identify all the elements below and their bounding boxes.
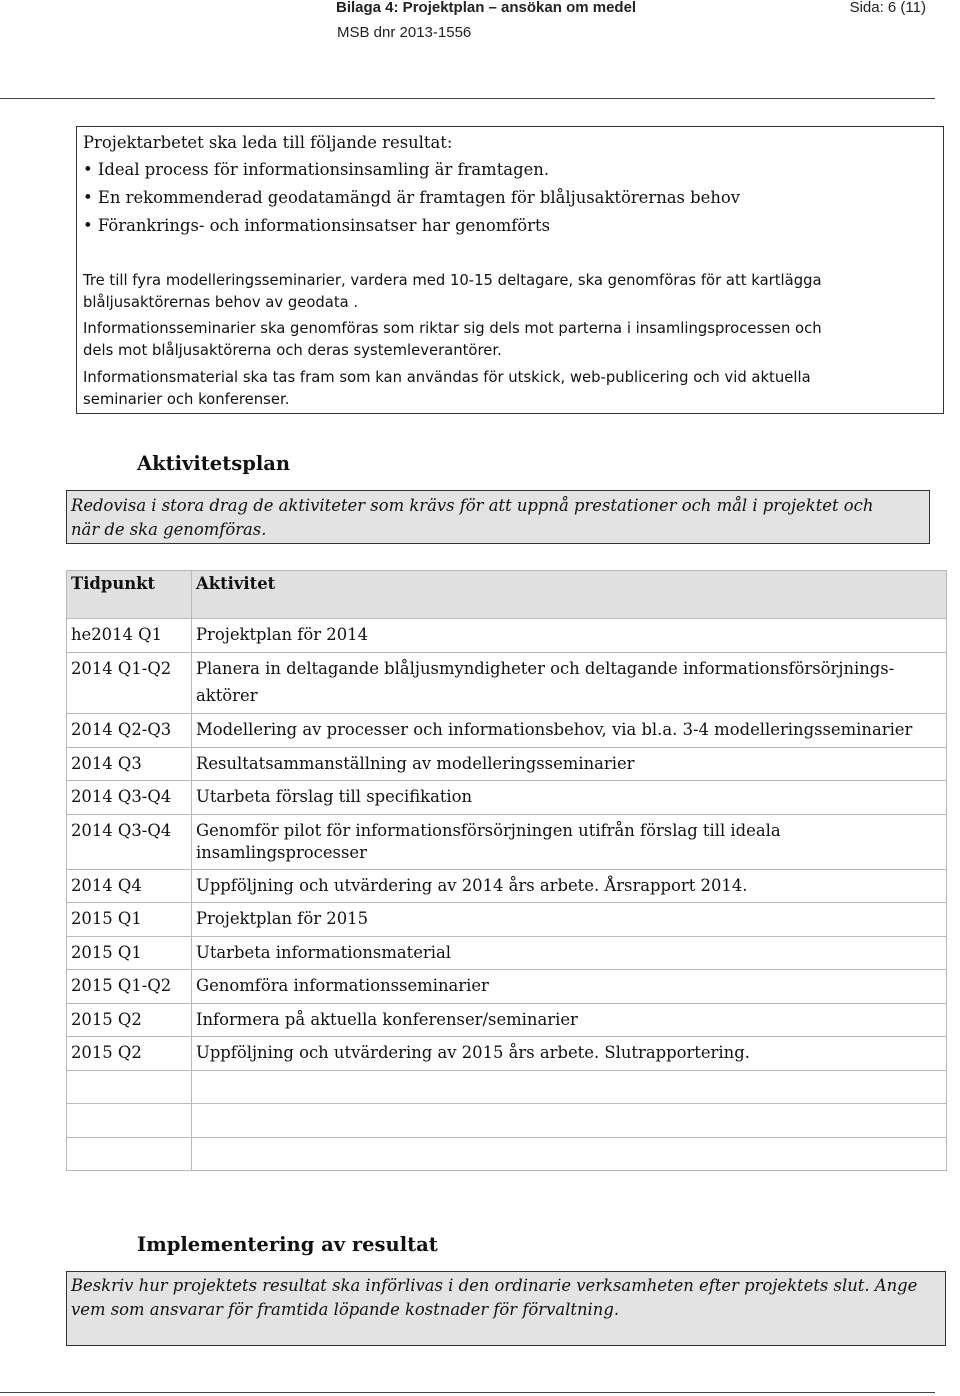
results-paragraph-line: Tre till fyra modelleringsseminarier, vardera med 10-15 deltagare, ska genomföras för att kartlägga: [83, 272, 822, 289]
table-row: [67, 815, 947, 870]
table-row-empty: [67, 1071, 947, 1104]
empty-cell: [192, 1138, 947, 1171]
footer-divider: [0, 1392, 935, 1393]
results-paragraph-line: blåljusaktörernas behov av geodata .: [83, 294, 359, 311]
table-row: [67, 970, 947, 1004]
header-divider: [0, 98, 935, 99]
cell-tidpunkt: he2014 Q1: [67, 619, 192, 653]
results-intro: Projektarbetet ska leda till följande resultat:: [83, 133, 453, 152]
cell-aktivitet: Uppföljning och utvärdering av 2014 års arbete. Årsrapport 2014.: [192, 870, 947, 903]
implementation-instruction-box: [66, 1271, 946, 1346]
empty-cell: [67, 1071, 192, 1104]
cell-aktivitet: Genomföra informationsseminarier: [192, 970, 947, 1004]
cell-aktivitet: [192, 815, 947, 870]
cell-tidpunkt: 2015 Q1-Q2: [67, 970, 192, 1004]
activity-line: aktörer: [196, 686, 258, 705]
cell-aktivitet: Modellering av processer och informationsbehov, via bl.a. 3-4 modelleringsseminarier: [192, 714, 947, 748]
empty-cell: [67, 1104, 192, 1138]
table-header-row: [67, 571, 947, 619]
results-bullet: • En rekommenderad geodatamängd är framtagen för blåljusaktörernas behov: [83, 188, 741, 207]
table-row: [67, 714, 947, 748]
results-paragraph-line: Informationsmaterial ska tas fram som kan användas för utskick, web-publicering och vid aktuella: [83, 369, 811, 386]
results-paragraph-line: dels mot blåljusaktörerna och deras systemleverantörer.: [83, 342, 502, 359]
cell-aktivitet: Resultatsammanställning av modelleringsseminarier: [192, 748, 947, 781]
instruction-line: vem som ansvarar för framtida löpande kostnader för förvaltning.: [71, 1300, 620, 1319]
cell-aktivitet: Uppföljning och utvärdering av 2015 års arbete. Slutrapportering.: [192, 1037, 947, 1071]
section-heading-aktivitetsplan: Aktivitetsplan: [137, 452, 291, 475]
cell-tidpunkt: 2014 Q4: [67, 870, 192, 903]
cell-aktivitet: Projektplan för 2015: [192, 903, 947, 937]
table-row: [67, 781, 947, 815]
results-bullet: • Förankrings- och informationsinsatser har genomförts: [83, 216, 551, 235]
column-header-aktivitet: Aktivitet: [192, 571, 947, 619]
instruction-line: Beskriv hur projektets resultat ska införlivas i den ordinarie verksamheten efter projektets slut. Ange: [71, 1276, 918, 1295]
cell-aktivitet: Utarbeta informationsmaterial: [192, 937, 947, 970]
table-row: [67, 903, 947, 937]
empty-cell: [67, 1138, 192, 1171]
activity-line: insamlingsprocesser: [196, 843, 367, 862]
instruction-line: Redovisa i stora drag de aktiviteter som krävs för att uppnå prestationer och mål i projektet och: [71, 496, 874, 515]
cell-tidpunkt: 2014 Q3-Q4: [67, 815, 192, 870]
column-header-tidpunkt: Tidpunkt: [67, 571, 192, 619]
cell-aktivitet: [192, 653, 947, 714]
table-row: [67, 1004, 947, 1037]
cell-tidpunkt: 2014 Q3-Q4: [67, 781, 192, 815]
empty-cell: [192, 1071, 947, 1104]
empty-cell: [192, 1104, 947, 1138]
cell-aktivitet: Utarbeta förslag till specifikation: [192, 781, 947, 815]
cell-tidpunkt: 2015 Q1: [67, 937, 192, 970]
table-row: [67, 937, 947, 970]
cell-tidpunkt: 2015 Q1: [67, 903, 192, 937]
results-bullet: • Ideal process för informationsinsamling är framtagen.: [83, 160, 550, 179]
activity-line: Genomför pilot för informationsförsörjningen utifrån förslag till ideala: [196, 821, 781, 840]
table-row: [67, 619, 947, 653]
cell-tidpunkt: 2015 Q2: [67, 1004, 192, 1037]
cell-tidpunkt: 2015 Q2: [67, 1037, 192, 1071]
activity-table: [66, 570, 947, 1171]
activity-instruction-box: [66, 490, 930, 544]
cell-aktivitet: Projektplan för 2014: [192, 619, 947, 653]
table-row-empty: [67, 1104, 947, 1138]
table-row: [67, 748, 947, 781]
table-row-empty: [67, 1138, 947, 1171]
cell-tidpunkt: 2014 Q3: [67, 748, 192, 781]
cell-tidpunkt: 2014 Q1-Q2: [67, 653, 192, 714]
page-number: Sida: 6 (11): [849, 0, 926, 16]
results-paragraph-line: Informationsseminarier ska genomföras som riktar sig dels mot parterna i insamlingsprocessen och: [83, 320, 822, 337]
results-box: [76, 126, 944, 414]
cell-tidpunkt: 2014 Q2-Q3: [67, 714, 192, 748]
section-heading-implementering: Implementering av resultat: [137, 1233, 438, 1256]
table-row: [67, 870, 947, 903]
table-row: [67, 1037, 947, 1071]
table-row: [67, 653, 947, 714]
activity-line: Planera in deltagande blåljusmyndigheter och deltagande informationsförsörjnings-: [196, 659, 895, 678]
results-paragraph-line: seminarier och konferenser.: [83, 391, 290, 408]
document-title: Bilaga 4: Projektplan – ansökan om medel: [336, 0, 637, 16]
document-reference: MSB dnr 2013-1556: [337, 24, 472, 41]
instruction-line: när de ska genomföras.: [71, 520, 267, 539]
cell-aktivitet: Informera på aktuella konferenser/seminarier: [192, 1004, 947, 1037]
